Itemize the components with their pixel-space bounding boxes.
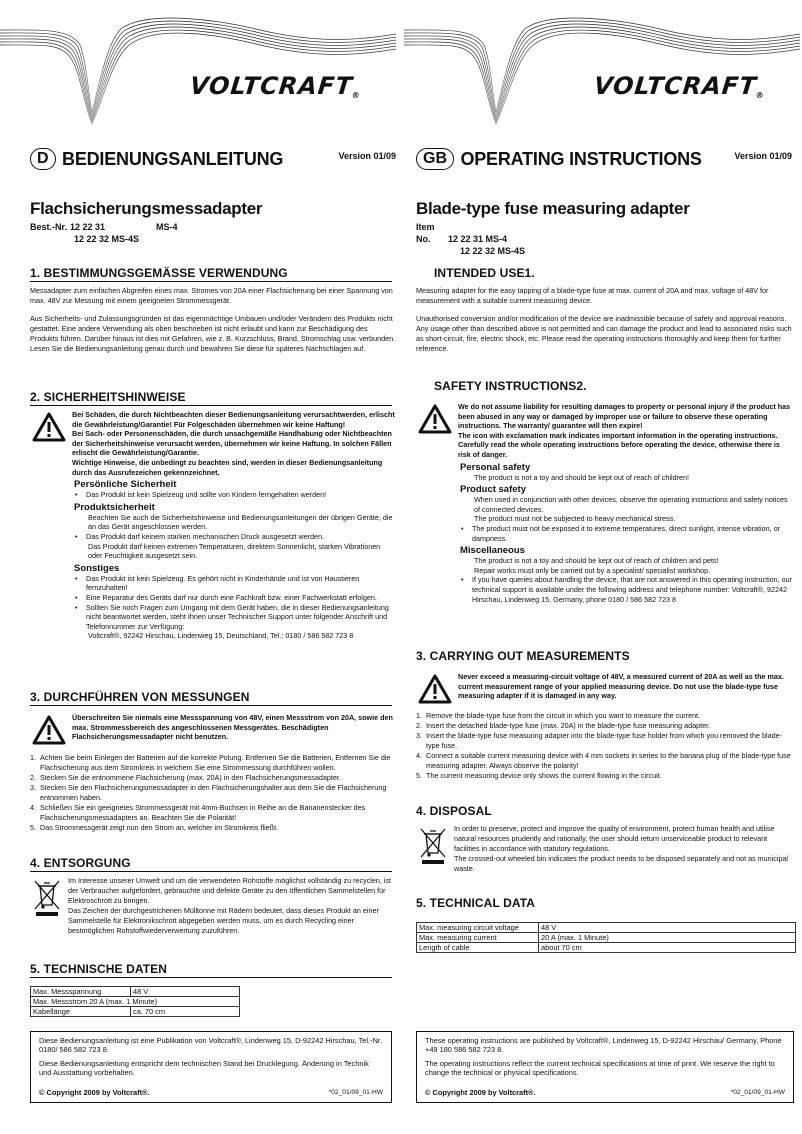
- section-text: Messadapter zum einfachen Abgreifen eines max. Stromes von 20A einer Flachsicherung bei einer Spannung von max. 48V zur Messung mit einem geeigneten Strommessgerät. Aus Sicherheits- und Zulassungsgründen ist das eigenmächtige Umbauen und/oder Verändern des Produkts nicht gestattet. Eine andere Verwendung als oben beschrieben ist nicht erlaubt und kann zur Beschädigung des Produkts führen. Darüber hinaus ist dies mit Gefahren, wie z. B. Kurzschluss, Brand, Stromschlag usw. verbunden. Lesen Sie die Bedienungsanleitung genau durch und bewahren Sie diese für späteres Nachschlagen auf.: [30, 286, 396, 353]
- doc-header: [416, 148, 800, 174]
- imprint-footer: These operating instructions are published by Voltcraft®, Lindenweg 15, D-92242 Hirschau/ Germany, Phone +49 180 586 582 723 8. The operating instructions reflect the current technical specifications at time of print. We reserve the right to change the technical or physical specifications. © Copyright 2009 by Voltcraft®. *02_01/09_01-HW: [416, 1031, 794, 1103]
- english-column: [404, 0, 800, 1134]
- section-heading: 3. DURCHFÜHREN VON MESSUNGEN: [30, 690, 392, 706]
- product-title: Blade-type fuse measuring adapter: [416, 199, 690, 218]
- banner-ribbon-graphic: [404, 0, 800, 140]
- subheading: Produktsicherheit: [74, 501, 155, 513]
- table-row: Max. Messstrom 20 A (max. 1 Minute): [31, 997, 240, 1007]
- measurement-steps: [30, 753, 396, 833]
- version-label: Version 01/09: [338, 151, 396, 161]
- disposal-block: Im Interesse unserer Umwelt und um die verwendeten Rohstoffe möglichst vollständig zu recyclen, ist der Verbraucher aufgefordert, gebrauchte und defekte Geräte zu den öffentlichen Sammelstellen für Elektroschrott zu bringen. Das Zeichen der durchgestrichenen Mülltonne mit Rädern bedeutet, dass dieses Produkt an einer Sammelstelle für Elektronikschrott abgegeben werden muss, um es durch Recycling einer bestmöglichen Rohstoffwiederverwertung zuzuführen.: [30, 876, 396, 936]
- warning-triangle-icon: [32, 715, 66, 745]
- section-text: Measuring adapter for the easy tapping of a blade-type fuse at max. current of 20A and max. voltage of 48V for measurement with a suitable current measuring device. Unauthorised conversion and/or modification of the device are inadmissible because of safety and approval reasons. Any usage other than described above is not permitted and can damage the product and lead to associated risks such as short-circuit, fire, electric shock, etc. Please read the operating instructions thoroughly and keep them for further reference.: [416, 286, 792, 353]
- item-number: Item No. 12 22 31 MS-4 12 22 32 MS-4S: [416, 222, 526, 256]
- section-heading: 5. TECHNISCHE DATEN: [30, 962, 392, 978]
- measurement-steps: [416, 711, 794, 781]
- banner-ribbon-graphic: [0, 0, 396, 140]
- section-heading: 3. CARRYING OUT MEASUREMENTS: [416, 649, 630, 663]
- doc-code: *02_01/09_01-HW: [730, 1088, 785, 1096]
- german-column: [0, 0, 396, 1134]
- product-block: [30, 199, 392, 245]
- doc-code: *02_01/09_01-HW: [328, 1088, 383, 1096]
- subheading: Miscellaneous: [460, 545, 525, 557]
- subheading: Personal safety: [460, 461, 531, 473]
- table-row: Max. measuring current 20 A (max. 1 Minute): [417, 933, 796, 943]
- item-number: Best.-Nr. 12 22 31 MS-4 12 22 32 MS-4S: [30, 222, 178, 244]
- section-heading: 5. TECHNICAL DATA: [416, 896, 536, 910]
- copyright: © Copyright 2009 by Voltcraft®.: [39, 1087, 150, 1097]
- safety-block: Bei Schäden, die durch Nichtbeachten dieser Bedienungsanleitung verursachtwerden, erlischt die Gewährleistung/Garantie! Für Folgeschäden übernehmen wir keine Haftung! Bei Sach- oder Personenschäden, die durch unsachgemäße Handhabung oder Nichtbeachten der Sicherheitshinweise verursacht werden, übernehmen wir keine Haftung. In solchen Fällen erlischt die Gewährleistung/Garantie. Wichtige Hinweise, die unbedingt zu beachten sind, werden in dieser Bedienungsanleitung durch das Ausrufezeichen gekennzeichnet. Persönliche Sicherheit • Das Produkt ist kein Spielzeug und sollte von Kindern ferngehalten werden! Produktsicherheit Beachten Sie auch die Sicherheitshinweise und Bedienungsanleitungen der übrigen Geräte, die an das Gerät angeschlossen werden. • Das Produkt darf keinem starken mechanischen Druck ausgesetzt werden. Das Produkt darf keinen extremen Temperaturen, direktem Sonnenlicht, starken Vibrationen oder Feuchtigkeit ausgesetzt sein. Sonstiges • Das Produkt ist kein Spielzeug. Es gehört nicht in Kinderhände und ist von Haustieren fernzuhalten! • Eine Reparatur des Geräts darf nur durch eine Fachkraft bzw. einer Fachwerkstatt erfolgen. • Sollten Sie noch Fragen zum Umgang mit dem Gerät haben, die in dieser Bedienungsanleitung nicht beantwortet werden, steht Ihnen unser Technischer Support unter folgender Anschrift und Telefonnummer zur Verfügung: Voltcraft®, 92242 Hirschau, Lindenweg 15, Deutschland, Tel.: 0180 / 586 582 723 8: [30, 410, 396, 641]
- product-title: Flachsicherungsmessadapter: [30, 199, 263, 218]
- measurement-warning: Never exceed a measuring-circuit voltage of 48V, a measured current of 20A as well as the max. current measurement range of your applied measuring device. Do not use the blade-type fuse measuring adapter if it is damaged in any way.: [416, 672, 794, 701]
- doc-title: OPERATING INSTRUCTIONS: [460, 148, 702, 169]
- warning-triangle-icon: [418, 404, 452, 434]
- table-row: Length of cable about 70 cm: [417, 943, 796, 953]
- language-badge: D: [30, 148, 56, 170]
- language-badge: GB: [416, 148, 454, 170]
- voltcraft-logo: VOLTCRAFT®: [188, 72, 362, 100]
- table-row: Max. Messspannung 48 V: [31, 987, 240, 997]
- subheading: Persönliche Sicherheit: [74, 479, 177, 491]
- safety-block: We do not assume liability for resulting damages to property or personal injury if the product has been abused in any way or damaged by improper use or failure to observe these operating instructions. The warranty/ guarantee will then expire! The icon with exclamation mark indicates important information in the operating instructions. Carefully read the whole operating instructions before operating the device, otherwise there is risk of danger. Personal safety The product is not a toy and should be kept out of reach of children! Product safety When used in conjunction with other devices, observe the operating instructions and safety notices of connected devices. The product must not be subjected to heavy mechanical stress. • The product must not be exposed it to extreme temperatures, direct sunlight, intense vibration, or dampness. Miscellaneous The product is not a toy and should be kept out of reach of children and pets! Repair works must only be carried out by a specialist/ specialist workshop. • If you have queries about handling the device, that are not answered in this operating instruction, our technical support is available under the following address and telephone number: Voltcraft®, 92242 Hirschau, Lindenweg 15, Germany, phone 0180 / 586 582 723 8: [416, 402, 794, 604]
- list-item: 5. Das Strommessgerät zeigt nun den Strom an, welcher im Stromkreis fließt.: [30, 823, 279, 832]
- table-row: Max. measuring circuit voltage 48 V: [417, 923, 796, 933]
- subheading: Sonstiges: [74, 562, 120, 574]
- imprint-footer: Diese Bedienungsanleitung ist eine Publikation von Voltcraft®, Lindenweg 15, D-92242 Hirschau, Tel.-Nr. 0180/ 586 582 723 8. Diese Bedienungsanleitung entspricht dem technischen Stand bei Drucklegung. Änderung in Technik und Ausstattung vorbehalten. © Copyright 2009 by Voltcraft®. *02_01/09_01-HW: [30, 1031, 392, 1103]
- section-heading: INTENDED USE1.: [434, 266, 535, 280]
- section-heading: 4. DISPOSAL: [416, 804, 492, 818]
- list-item: 1. Remove the blade-type fuse from the circuit in which you want to measure the current.: [416, 711, 701, 720]
- crossed-bin-icon: [32, 878, 62, 918]
- section-heading: 1. BESTIMMUNGSGEMÄSSE VERWENDUNG: [30, 266, 392, 282]
- list-item: 3. Insert the blade-type fuse measuring adapter into the blade-type fuse holder from which you removed the blade-type fuse.: [416, 731, 782, 750]
- list-item: 3. Stecken Sie den Flachsicherungsmessadapter in den Flachsicherungshalter aus dem Sie die Flachsicherung entnommen haben.: [30, 783, 387, 802]
- voltcraft-logo: VOLTCRAFT®: [592, 72, 766, 100]
- list-item: 4. Schließen Sie ein geeignetes Strommessgerät mit 4mm-Buchsen in Reihe an die Bananenstecker des Flachsicherungsmessadapters an. Beachten Sie die Polarität!: [30, 803, 366, 822]
- subheading: Product safety: [460, 484, 526, 496]
- section-heading: 2. SICHERHEITSHINWEISE: [30, 390, 392, 406]
- version-label: Version 01/09: [734, 151, 792, 161]
- list-item: 1. Achten Sie beim Einlegen der Batterien auf die korrekte Polung. Entfernen Sie die Batterien, Entfernen Sie die Flachsicherung aus dem Stromkreis in welchem Sie eine Strommessung durchführen wollen.: [30, 753, 391, 772]
- list-item: 4. Connect a suitable current measuring device with 4 mm sockets in series to the banana plug of the blade-type fuse measuring adapter. Always observe the polarity!: [416, 751, 791, 770]
- product-block: [416, 199, 796, 257]
- copyright: © Copyright 2009 by Voltcraft®.: [425, 1087, 536, 1097]
- section-heading: 4. ENTSORGUNG: [30, 856, 392, 872]
- warning-triangle-icon: [418, 674, 452, 704]
- table-row: Kabellänge ca. 70 cm: [31, 1007, 240, 1017]
- list-item: 5. The current measuring device only shows the current flowing in the circuit.: [416, 771, 662, 780]
- disposal-block: In order to preserve, protect and improve the quality of environment, protect human health and utilise natural resources prudently and rationally, the user should return unserviceable product to relevant facilities in accordance with statutory regulations. The crossed-out wheeled bin indicates the product needs to be disposed separately and not as municipal waste.: [416, 824, 794, 874]
- tech-data-table: [30, 986, 240, 1017]
- list-item: 2. Stecken Sie die entnommene Flachsicherung (max. 20A) in den Flachsicherungsmessadapter.: [30, 773, 341, 782]
- doc-title: BEDIENUNGSANLEITUNG: [62, 148, 284, 169]
- warning-triangle-icon: [32, 412, 66, 442]
- measurement-warning: Überschreiten Sie niemals eine Messspannung von 48V, einen Messstrom von 20A, sowie den max. Strommessbereich des angeschlossenen Messgerätes. Beschädigten Flachsicherungsmessadapter nicht benutzen.: [30, 713, 396, 742]
- doc-header: [30, 148, 396, 174]
- section-heading: SAFETY INSTRUCTIONS2.: [434, 379, 587, 393]
- tech-data-table: [416, 922, 796, 953]
- list-item: 2. Insert the detached blade-type fuse (max. 20A) in the blade-type fuse measuring adapter.: [416, 721, 711, 730]
- crossed-bin-icon: [418, 826, 448, 866]
